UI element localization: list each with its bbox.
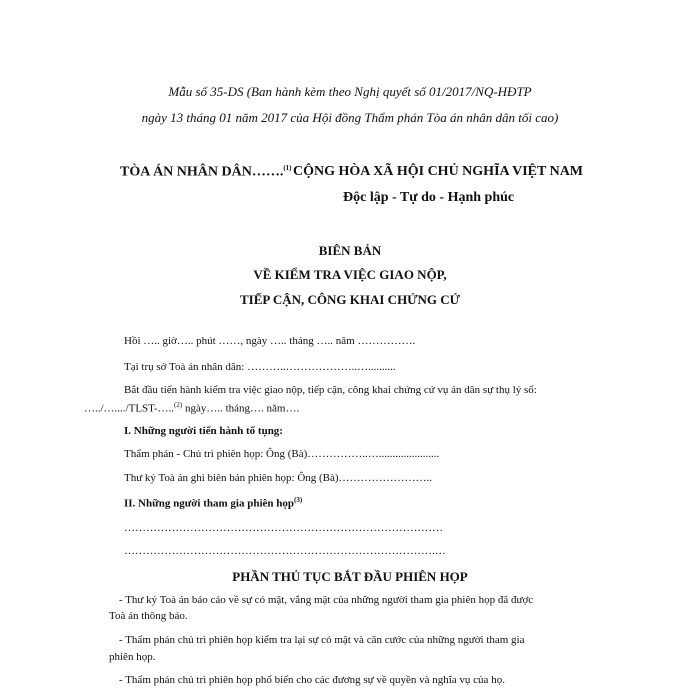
doc-title-line3: TIẾP CẬN, CÔNG KHAI CHỨNG CỨ <box>239 292 461 307</box>
section-2-heading <box>124 496 302 510</box>
time-line: Hồi ….. giờ….. phút ……, ngày ….. tháng ….. năm ……………. <box>124 335 416 347</box>
section-2-text: II. Những người tham gia phiên họp <box>124 497 294 510</box>
form-reference-line2: ngày 13 tháng 01 năm 2017 của Hội đồng Thẩm phán Tòa án nhân dân tối cao) <box>141 110 559 125</box>
republic-heading: CỘNG HÒA XÃ HỘI CHỦ NGHĨA VIỆT NAM <box>293 164 584 179</box>
start-line: Bắt đầu tiến hành kiểm tra việc giao nộp, tiếp cận, công khai chứng cứ vụ án dân sự thụ lý số: <box>124 384 537 396</box>
clerk-line: Thư ký Toà án ghi biên bản phiên họp: Ông (Bà)…………………….. <box>124 472 433 484</box>
doc-title-line1: BIÊN BẢN <box>318 243 382 258</box>
participant-dots-2: ………………………………………………………………………….… <box>124 545 446 557</box>
case-number-text: …../…..../TLST-….. <box>84 402 175 415</box>
participant-dots-1: …………………………………………………………………………… <box>124 522 443 534</box>
court-name <box>120 164 292 181</box>
court-name-text: TÒA ÁN NHÂN DÂN……. <box>120 164 284 180</box>
doc-title-line2: VỀ KIỂM TRA VIỆC GIAO NỘP, <box>253 267 447 282</box>
case-footnote-ref: (2) <box>174 401 183 409</box>
court-footnote-ref: (1) <box>283 164 292 172</box>
case-number-line <box>84 401 299 415</box>
procedure-para-1b: Toà án thông báo. <box>109 610 188 622</box>
procedure-para-1a: - Thư ký Toà án báo cáo về sự có mặt, vắng mặt của những người tham gia phiên họp đã được <box>119 594 534 606</box>
case-date-text: ngày….. tháng…. năm…. <box>184 402 300 415</box>
procedure-para-2a: - Thẩm phán chủ trì phiên họp kiểm tra lại sự có mặt và căn cước của những người tham gia <box>119 634 525 646</box>
procedure-para-3: - Thẩm phán chủ trì phiên họp phổ biến cho các đương sự về quyền và nghĩa vụ của họ. <box>119 674 505 686</box>
section-1-heading: I. Những người tiến hành tố tụng: <box>124 425 283 437</box>
judge-line: Thẩm phán - Chủ trì phiên họp: Ông (Bà)……………..…...................... <box>124 448 440 460</box>
section-2-footnote-ref: (3) <box>293 496 303 504</box>
procedure-para-2b: phiên họp. <box>109 651 156 663</box>
procedure-heading: PHẦN THỦ TỤC BẮT ĐẦU PHIÊN HỌP <box>232 569 468 584</box>
national-motto: Độc lập - Tự do - Hạnh phúc <box>343 190 515 205</box>
form-reference-line1: Mẫu số 35-DS (Ban hành kèm theo Nghị quyết số 01/2017/NQ-HĐTP <box>168 84 532 99</box>
place-line: Tại trụ sở Toà án nhân dân: ………..………………..….......... <box>124 361 396 373</box>
